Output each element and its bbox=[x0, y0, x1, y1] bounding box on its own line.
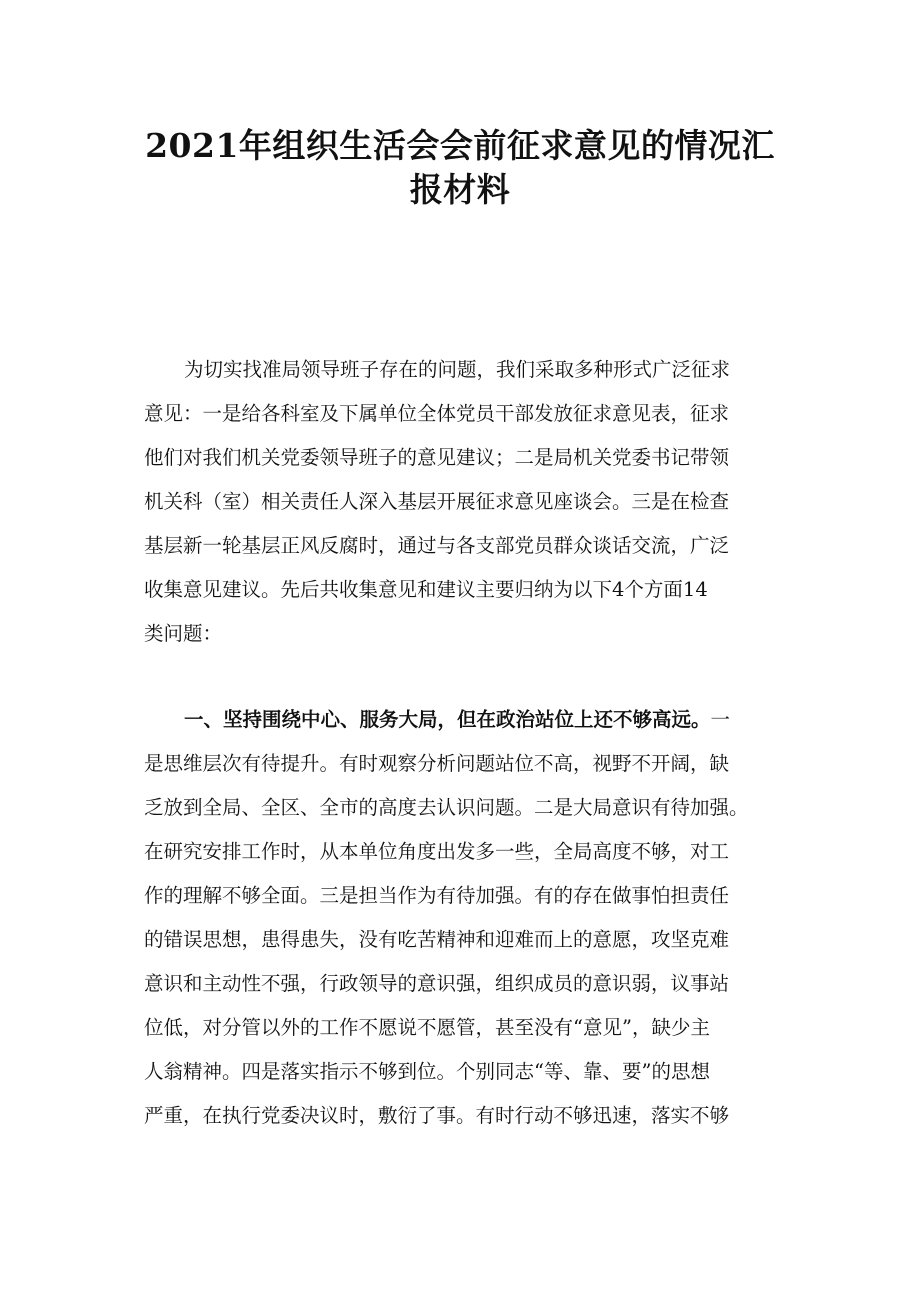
paragraph-1-line: 为切实找准局领导班子存在的问题，我们采取多种形式广泛征求 bbox=[184, 358, 731, 381]
paragraph-2-first-line-tail: 一 bbox=[710, 708, 731, 731]
paragraph-2-line: 意识和主动性不强，行政领导的意识强，组织成员的意识弱，议事站 bbox=[144, 972, 730, 995]
paragraph-1-line: 收集意见建议。先后共收集意见和建议主要归纳为以下4个方面14 bbox=[144, 578, 708, 601]
paragraph-2-line: 是思维层次有待提升。有时观察分析问题站位不高，视野不开阔，缺 bbox=[144, 752, 730, 775]
paragraph-2-line: 作的理解不够全面。三是担当作为有待加强。有的存在做事怕担责任 bbox=[144, 884, 730, 907]
paragraph-2-line: 在研究安排工作时，从本单位角度出发多一些，全局高度不够，对工 bbox=[144, 840, 730, 863]
paragraph-2-line: 位低，对分管以外的工作不愿说不愿管，甚至没有“意见”，缺少主 bbox=[144, 1016, 710, 1039]
paragraph-2-first-line bbox=[184, 704, 730, 732]
paragraph-2-line: 严重，在执行党委决议时，敷衍了事。有时行动不够迅速，落实不够 bbox=[144, 1104, 730, 1127]
section-heading: 一、坚持围绕中心、服务大局，但在政治站位上还不够高远。 bbox=[184, 708, 711, 731]
document-title-line-1: 2021年组织生活会会前征求意见的情况汇 bbox=[145, 126, 775, 165]
paragraph-2-line: 人翁精神。四是落实指示不够到位。个别同志“等、靠、要”的思想 bbox=[144, 1060, 710, 1083]
document-title-line-2: 报材料 bbox=[409, 170, 511, 209]
paragraph-2-line: 乏放到全局、全区、全市的高度去认识问题。二是大局意识有待加强。 bbox=[144, 796, 749, 819]
paragraph-1-line: 他们对我们机关党委领导班子的意见建议；二是局机关党委书记带领 bbox=[144, 446, 730, 469]
paragraph-1-line: 机关科（室）相关责任人深入基层开展征求意见座谈会。三是在检查 bbox=[144, 490, 730, 513]
paragraph-1-line: 意见：一是给各科室及下属单位全体党员干部发放征求意见表，征求 bbox=[144, 402, 730, 425]
paragraph-1-line: 类问题： bbox=[144, 622, 223, 645]
paragraph-1-line: 基层新一轮基层正风反腐时，通过与各支部党员群众谈话交流，广泛 bbox=[144, 534, 730, 557]
paragraph-2-line: 的错误思想，患得患失，没有吃苦精神和迎难而上的意愿，攻坚克难 bbox=[144, 928, 730, 951]
